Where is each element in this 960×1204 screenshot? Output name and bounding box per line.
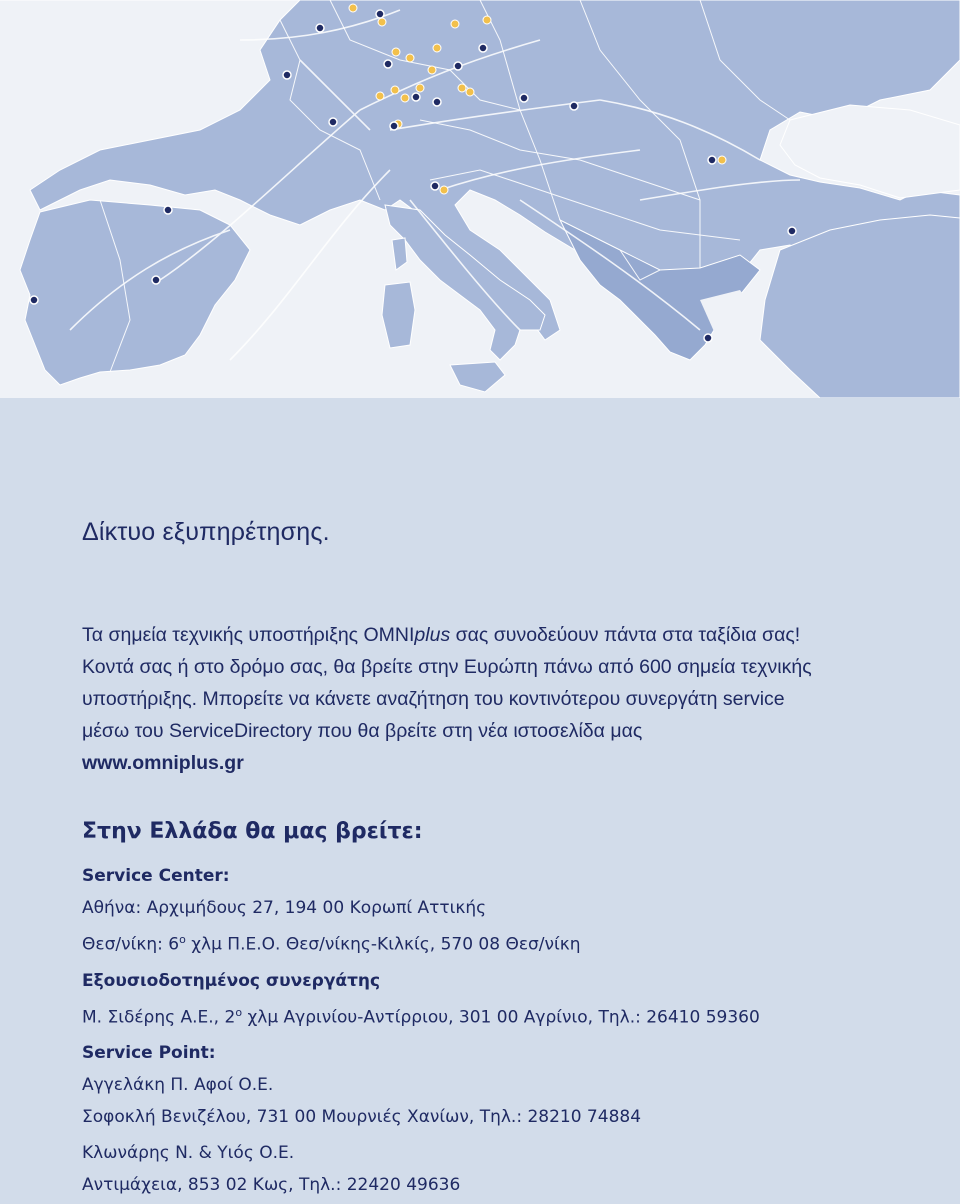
page-title: Δίκτυο εξυπηρέτησης.	[82, 518, 330, 546]
service-point-2-name: Κλωνάρης Ν. & Υιός Ο.Ε.	[82, 1143, 295, 1164]
partner-label: Εξουσιοδοτημένος συνεργάτης	[82, 970, 381, 991]
website-link[interactable]: www.omniplus.gr	[82, 752, 244, 774]
service-point-2-address: Αντιμάχεια, 853 02 Κως, Τηλ.: 22420 49636	[82, 1175, 461, 1196]
service-point-1-address: Σοφοκλή Βενιζέλου, 731 00 Μουρνιές Χανίων, Τηλ.: 28210 74884	[82, 1107, 642, 1128]
service-point-1-name: Αγγελάκη Π. Αφοί Ο.Ε.	[82, 1075, 274, 1096]
intro-line-4: μέσω του ServiceDirectory που θα βρείτε στη νέα ιστοσελίδα μας	[82, 720, 643, 742]
intro-line-2: Κοντά σας ή στο δρόμο σας, θα βρείτε στην Ευρώπη πάνω από 600 σημεία τεχνικής	[82, 656, 812, 678]
intro-line-3: υποστήριξης. Μπορείτε να κάνετε αναζήτηση του κοντινότερου συνεργάτη service	[82, 688, 785, 710]
intro-paragraph	[82, 619, 920, 779]
service-center-label: Service Center:	[82, 866, 230, 886]
service-center-thessaloniki: Θεσ/νίκη: $6^o$ χλμ Π.Ε.Ο. Θεσ/νίκης-Κιλκίς, 570 08 Θεσ/νίκη	[82, 933, 581, 955]
partner-address: Μ. Σιδέρης Α.Ε., $2^o$ χλμ Αγρινίου-Αντίρριου, 301 00 Αγρίνιο, Τηλ.: 26410 59360	[82, 1005, 760, 1028]
service-point-label: Service Point:	[82, 1043, 216, 1064]
greece-contacts	[82, 819, 920, 1201]
service-center-athens: Αθήνα: Αρχιμήδους 27, 194 00 Κορωπί Αττικής	[82, 898, 487, 918]
europe-service-map	[0, 0, 960, 398]
greece-heading: Στην Ελλάδα θα μας βρείτε:	[82, 819, 423, 844]
intro-line-1: Τα σημεία τεχνικής υποστήριξης OMNIplus σας συνοδεύουν πάντα στα ταξίδια σας!	[82, 624, 801, 646]
